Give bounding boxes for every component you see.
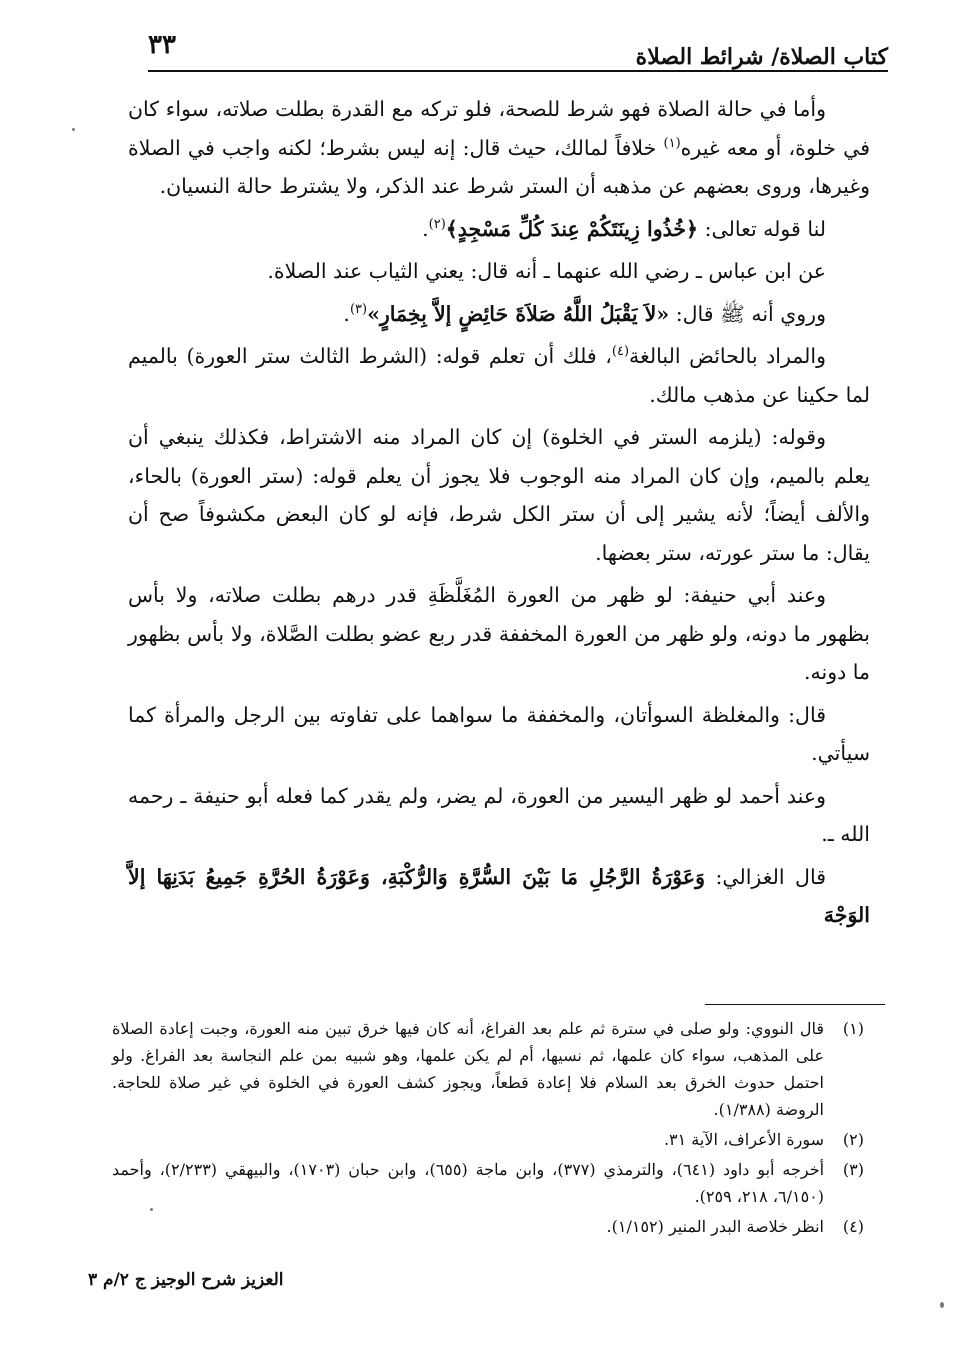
scan-speck — [940, 1302, 944, 1308]
text-span: وأما في حالة الصلاة فهو شرط للصحة، فلو تركه مع القدرة بطلت صلاته، سواء كان في خلوة، أو معه غيره — [128, 97, 870, 160]
scan-speck — [150, 1208, 153, 1211]
main-text — [128, 90, 870, 939]
page-footer: العزيز شرح الوجيز ج ٢/م ٣ — [88, 1270, 284, 1290]
footnote-text: انظر خلاصة البدر المنير (١/١٥٢). — [606, 1217, 824, 1236]
footnote-text: أخرجه أبو داود (٦٤١)، والترمذي (٣٧٧)، وابن ماجة (٦٥٥)، وابن حبان (١٧٠٣)، والبيهقي (٢/٢٣٣)، وأحمد (٦/١٥٠، ٢١٨، ٢٥٩). — [112, 1160, 825, 1206]
footnote-separator — [705, 1004, 885, 1005]
header-rule — [148, 70, 888, 72]
footnote-number: (١) — [842, 1019, 864, 1038]
text-span: خلافاً لمالك، حيث قال: إنه ليس بشرط؛ لكنه واجب في الصلاة وغيرها، وروى بعضهم عن مذهبه أن الستر شرط عند الذكر، ولا يشترط حالة النسيان. — [128, 135, 870, 198]
text-span: . — [343, 301, 350, 326]
footnote-3 — [112, 1156, 864, 1210]
paragraph-6: وقوله: (يلزمه الستر في الخلوة) إن كان المراد منه الاشتراط، فكذلك ينبغي أن يعلم بالميم، وإن كان المراد منه الوجوب فلا يجوز أن يعلم قوله: (ستر العورة) بالحاء، والألف أيضاً؛ لأنه يشير إلى أن ستر الكل شرط، فإنه لو كان البعض مكشوفاً صح أن يقال: ما ستر عورته، ستر بعضها. — [128, 425, 870, 565]
hadith-quote: «لاَ يَقْبَلُ اللَّهُ صَلاَةَ حَائِضٍ إلاَّ بِخِمَارٍ» — [367, 301, 670, 326]
text-span: والمراد بالحائض البالغة — [629, 344, 827, 368]
text-span: . — [422, 216, 429, 241]
footnote-ref-4: (٤) — [611, 344, 630, 360]
footnote-number: (٤) — [842, 1217, 864, 1236]
footnote-ref-2: (٢) — [428, 216, 446, 232]
footnote-text: سورة الأعراف، الآية ٣١. — [663, 1130, 824, 1149]
footnote-number: (٢) — [842, 1130, 864, 1149]
page-header — [148, 30, 888, 70]
footnote-2 — [112, 1126, 864, 1153]
paragraph-10 — [128, 858, 870, 935]
paragraph-4 — [128, 295, 870, 334]
quran-verse: ﴿خُذُوا زِينَتَكُمْ عِندَ كُلِّ مَسْجِدٍ﴾ — [445, 216, 699, 241]
text-span: قال الغزالي: — [705, 864, 826, 889]
scan-speck — [72, 128, 75, 131]
footnote-1 — [112, 1015, 864, 1123]
paragraph-9: وعند أحمد لو ظهر اليسير من العورة، لم يضر، ولم يقدر كما فعله أبو حنيفة ـ رحمه الله ـ. — [128, 783, 870, 846]
paragraph-2 — [128, 210, 870, 249]
footnote-ref-1: (١) — [663, 135, 681, 151]
footnote-4 — [112, 1213, 864, 1240]
matn-text: وَعَوْرَةُ الرَّجُلِ مَا بَيْنَ السُّرَّةِ وَالرُّكْبَةِ، وَعَوْرَةُ الحُرَّةِ جَمِيعُ بَدَنِهَا إلاَّ الوَجْهَ — [128, 864, 870, 927]
footnote-number: (٣) — [842, 1160, 864, 1179]
footnote-text: قال النووي: ولو صلى في سترة ثم علم بعد الفراغ، أنه كان فيها خرق تبين منه العورة، وجبت إعادة الصلاة على المذهب، سواء كان علمها، ثم نسيها، أم لم يكن علمها، وهو شبيه بمن علم النجاسة بعد الفراغ. ولو احتمل حدوث الخرق بعد السلام فلا إعادة قطعاً، ويجوز كشف العورة في الخلوة في غير صلاة للحاجة. الروضة (١/٣٨٨). — [112, 1019, 824, 1119]
footnote-ref-3: (٣) — [349, 301, 368, 317]
text-span: وروي أنه ﷺ قال: — [669, 301, 826, 326]
text-span: لنا قوله تعالى: — [698, 216, 826, 241]
paragraph-8: قال: والمغلظة السوأتان، والمخففة ما سواهما على تفاوته بين الرجل والمرأة كما سيأتي. — [128, 702, 870, 765]
running-title: كتاب الصلاة/ شرائط الصلاة — [635, 44, 888, 70]
paragraph-3: عن ابن عباس ـ رضي الله عنهما ـ أنه قال: يعني الثياب عند الصلاة. — [267, 259, 826, 283]
paragraph-5 — [128, 337, 870, 414]
paragraph-7: وعند أبي حنيفة: لو ظهر من العورة المُغَلَّظَةِ قدر درهم بطلت صلاته، ولا بأس بظهور ما دونه، ولو ظهر من العورة المخففة قدر ربع عضو بطلت الصَّلاة، ولا بأس بظهور ما دونه. — [128, 583, 870, 684]
paragraph-1 — [128, 90, 870, 206]
footnotes — [112, 1015, 864, 1243]
page-number: ٣٣ — [148, 30, 176, 60]
text-span: ، فلك أن تعلم قوله: (الشرط الثالث ستر العورة) بالميم لما حكينا عن مذهب مالك. — [128, 344, 870, 407]
